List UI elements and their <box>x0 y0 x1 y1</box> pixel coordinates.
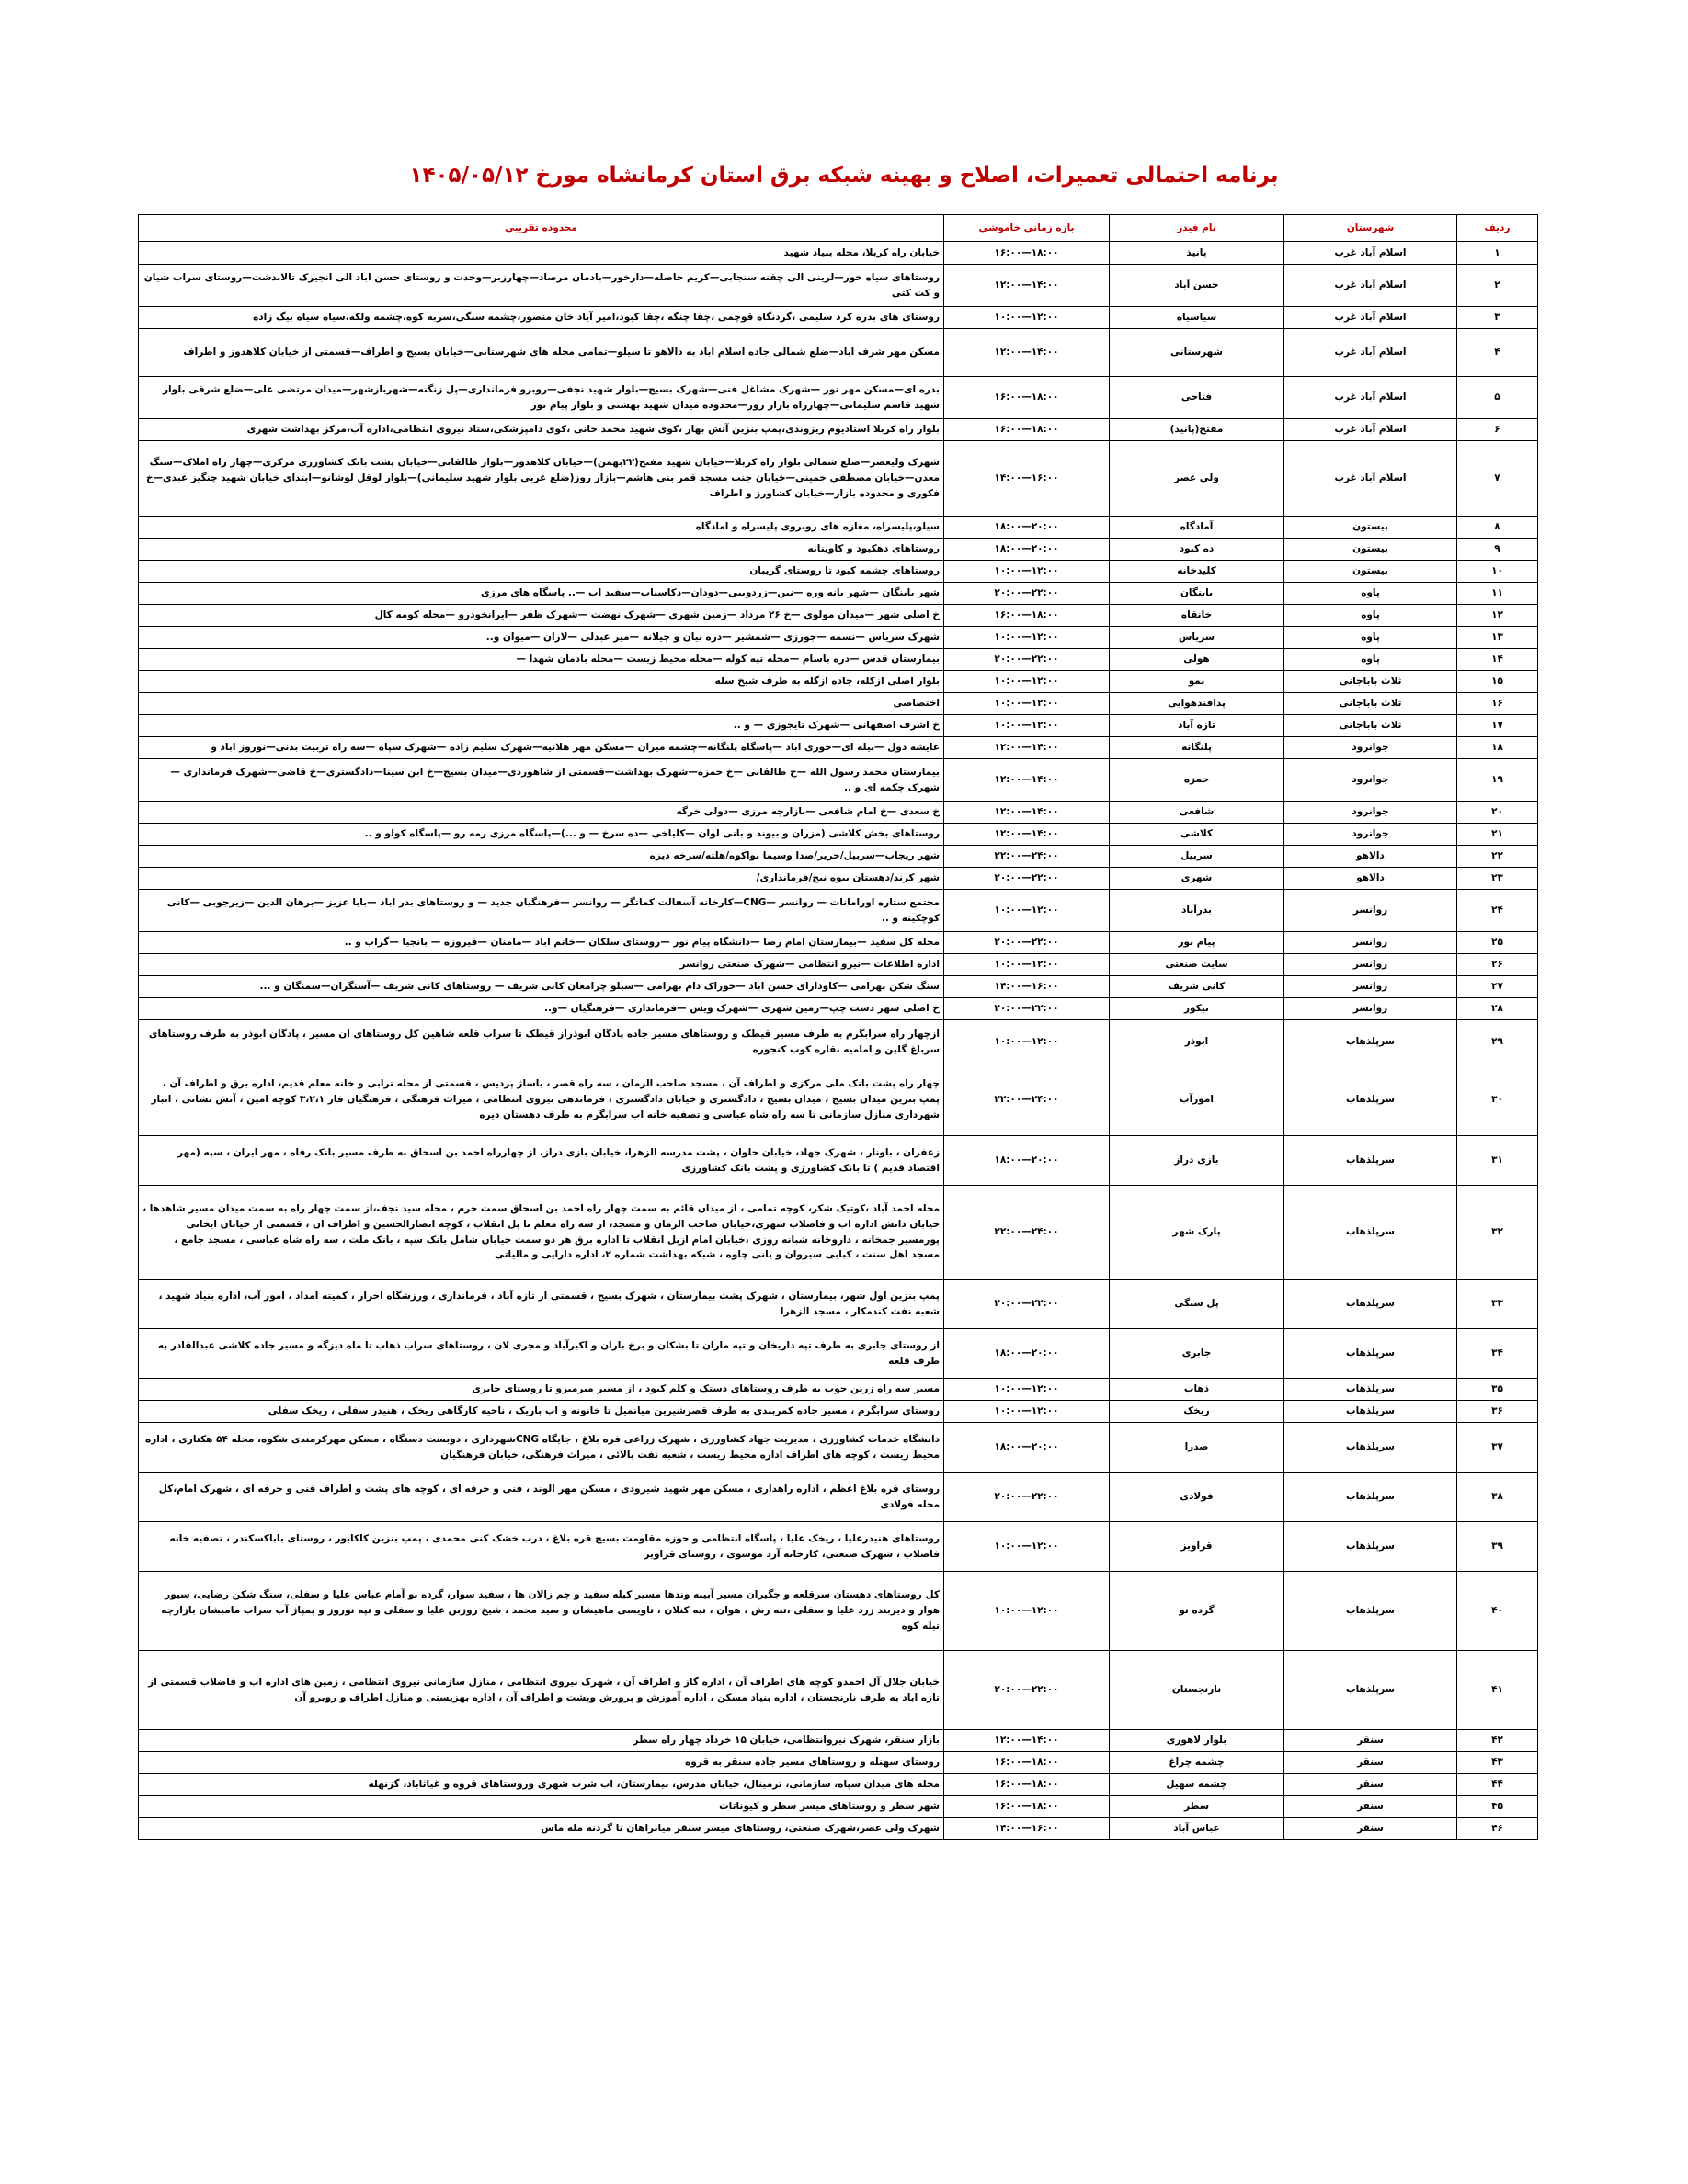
cell-time: ۲۰:۰۰—۲۲:۰۰ <box>944 868 1110 890</box>
cell-city: بیستون <box>1284 561 1457 583</box>
cell-feeder: حمزه <box>1110 759 1284 802</box>
cell-feeder: سریاس <box>1110 627 1284 649</box>
cell-feeder: چشمه سهیل <box>1110 1774 1284 1796</box>
table-row <box>139 1379 1538 1401</box>
cell-row-number: ۱۳ <box>1457 627 1538 649</box>
table-row <box>139 868 1538 890</box>
table-row <box>139 307 1538 329</box>
cell-city: اسلام آباد غرب <box>1284 329 1457 377</box>
cell-time: ۱۶:۰۰—۱۸:۰۰ <box>944 1796 1110 1818</box>
table-row <box>139 1329 1538 1379</box>
cell-area: خ اصلی شهر —میدان مولوی —خ ۲۶ مرداد —زمین شهری —شهرک نهضت —شهرک ظفر —ایرانخودرو —محله کومه کال <box>139 605 944 627</box>
cell-feeder: گرده نو <box>1110 1572 1284 1651</box>
table-row <box>139 627 1538 649</box>
cell-time: ۱۲:۰۰—۱۴:۰۰ <box>944 824 1110 846</box>
cell-row-number: ۲۸ <box>1457 998 1538 1020</box>
table-row <box>139 954 1538 976</box>
cell-row-number: ۳۵ <box>1457 1379 1538 1401</box>
cell-area: روستاهای بخش کلاشی (مزران و بیوند و بانی لوان —کلیاخی —ده سرخ — و ...)—پاسگاه مرزی رمه رو —پاسگاه کولو و .. <box>139 824 944 846</box>
cell-row-number: ۲۷ <box>1457 976 1538 998</box>
cell-row-number: ۳۹ <box>1457 1522 1538 1572</box>
table-row <box>139 605 1538 627</box>
cell-area: سنگ شکن بهرامی —کاودارای حسن اباد —خوراک دام بهرامی —سیلو چرامغان کانی شریف — روستاهای کانی شریف —آسنگران—سمنگان و ... <box>139 976 944 998</box>
cell-feeder: بمو <box>1110 671 1284 693</box>
cell-row-number: ۲۴ <box>1457 890 1538 932</box>
cell-row-number: ۹ <box>1457 539 1538 561</box>
table-row <box>139 517 1538 539</box>
cell-area: شهرک ولیعصر—ضلع شمالی بلوار راه کربلا—خیابان شهید مفتح(۲۲بهمن)—خیابان کلاهدوز—بلوار طالقانی—خیابان پشت بانک کشاورزی مرکزی—چهار راه املاک—سنگ معدن—خیابان مصطفی خمینی—خیابان جنب مسجد قمر بنی هاشم—بازار روز(ضلع غربی بلوار شهید سلیمانی)—بلوار لوقل لوشانو—ابتدای خیابان شهید چنگیز عبدی—خ فکوری و محدوده بازار—خیابان کشاورز و اطراف <box>139 441 944 517</box>
cell-city: سرپلذهاب <box>1284 1473 1457 1522</box>
cell-city: دالاهو <box>1284 846 1457 868</box>
cell-time: ۱۰:۰۰—۱۲:۰۰ <box>944 1572 1110 1651</box>
cell-area: از روستای جابری به طرف تپه داریخان و تپه ماران تا بشکان و برخ باران و اکبرآباد و مجری لان ، روستاهای سراب ذهاب تا ماه دیزگه و مسیر جاده کلاشی عبدالقادر به طرف قلعه <box>139 1329 944 1379</box>
cell-area: پمپ بنزین اول شهر، بیمارستان ، شهرک پشت بیمارستان ، شهرک بسیج ، قسمتی از تازه آباد ، فرمانداری ، ورزشگاه احرار ، کمیته امداد ، امور آب، اداره بنیاد شهید ، شعبه نفت کندمکار ، مسجد الزهرا <box>139 1280 944 1329</box>
cell-row-number: ۱۰ <box>1457 561 1538 583</box>
cell-time: ۱۸:۰۰—۲۰:۰۰ <box>944 1329 1110 1379</box>
cell-time: ۱۰:۰۰—۱۲:۰۰ <box>944 1379 1110 1401</box>
cell-area: مسکن مهر شرف اباد—ضلع شمالی جاده اسلام اباد به دالاهو تا سیلو—تمامی محله های شهرستانی—خیابان بسیج و اطراف—قسمتی از خیابان کلاهدوز و اطراف <box>139 329 944 377</box>
cell-area: بدره ای—مسکن مهر نور —شهرک مشاغل فنی—شهرک بسیج—بلوار شهید نجفی—روبرو فرمانداری—پل زنگنه—شهربازشهر—میدان مرتضی علی—ضلع شرقی بلوار شهید قاسم سلیمانی—چهارراه بازار روز—محدوده میدان شهید بهشتی و بلوار پیام نور <box>139 377 944 419</box>
cell-feeder: نارنجستان <box>1110 1651 1284 1730</box>
cell-feeder: مفتح(پانیذ) <box>1110 419 1284 441</box>
cell-time: ۱۶:۰۰—۱۸:۰۰ <box>944 419 1110 441</box>
cell-time: ۱۴:۰۰—۱۶:۰۰ <box>944 441 1110 517</box>
cell-row-number: ۳ <box>1457 307 1538 329</box>
cell-time: ۱۶:۰۰—۱۸:۰۰ <box>944 605 1110 627</box>
cell-city: روانسر <box>1284 998 1457 1020</box>
cell-row-number: ۱۴ <box>1457 649 1538 671</box>
cell-area: روستای سرابگرم ، مسیر جاده کمربندی به طرف قصرشیرین میانمیل تا خانونه و اب باریک ، ناحیه کارگاهی ریخک ، هنیدر سفلی ، ریخک سفلی <box>139 1401 944 1423</box>
table-row <box>139 1136 1538 1186</box>
outage-schedule-table <box>138 214 1538 1840</box>
cell-time: ۲۰:۰۰—۲۲:۰۰ <box>944 932 1110 954</box>
cell-city: روانسر <box>1284 890 1457 932</box>
cell-feeder: ده کبود <box>1110 539 1284 561</box>
cell-area: محله احمد آباد ،کوتیک شکر، کوچه تمامی ، از میدان قائم به سمت چهار راه احمد بن اسحاق سمت حرم ، محله سید نجف،از سمت چهار راه به سمت میدان مسیر شاهدها ، خیابان دانش اداره اب و فاضلاب شهری،خیابان صاحب الزمان و مسجد، از سه راه معلم تا پل انقلاب ، کوچه انصارالحسین و اطراف ان ، قسمتی از خیابان ایخانی پورمسیر جمخانه ، داروخانه شبانه روزی ،خیابان امام ازپل انقلاب تا اداره برق هر دو سمت خیابان شامل بانک سپه ، بانک ملت ، سه راه شاه عباسی ، مسجد جامع ، مسجد اهل سنت ، کبابی سیروان و بانی چاوه ، شبکه بهداشت شماره ۲، اداره دارایی و مالیاتی <box>139 1186 944 1280</box>
cell-row-number: ۴۶ <box>1457 1818 1538 1840</box>
cell-city: اسلام آباد غرب <box>1284 307 1457 329</box>
cell-row-number: ۲۹ <box>1457 1020 1538 1064</box>
table-header-row <box>139 215 1538 242</box>
cell-time: ۲۰:۰۰—۲۲:۰۰ <box>944 998 1110 1020</box>
cell-row-number: ۳۸ <box>1457 1473 1538 1522</box>
cell-time: ۱۰:۰۰—۱۲:۰۰ <box>944 954 1110 976</box>
cell-city: سرپلذهاب <box>1284 1064 1457 1136</box>
cell-city: سرپلذهاب <box>1284 1522 1457 1572</box>
cell-area: اختصاصی <box>139 693 944 715</box>
cell-city: سرپلذهاب <box>1284 1020 1457 1064</box>
table-row <box>139 1818 1538 1840</box>
cell-feeder: عباس آباد <box>1110 1818 1284 1840</box>
cell-time: ۲۲:۰۰—۲۴:۰۰ <box>944 846 1110 868</box>
cell-feeder: سایت صنعتی <box>1110 954 1284 976</box>
cell-row-number: ۳۴ <box>1457 1329 1538 1379</box>
cell-area: اداره اطلاعات —نیرو انتظامی —شهرک صنعتی روانسر <box>139 954 944 976</box>
cell-feeder: شهرستانی <box>1110 329 1284 377</box>
cell-time: ۲۰:۰۰—۲۲:۰۰ <box>944 649 1110 671</box>
cell-time: ۱۰:۰۰—۱۲:۰۰ <box>944 1522 1110 1572</box>
cell-time: ۱۸:۰۰—۲۰:۰۰ <box>944 517 1110 539</box>
cell-feeder: پلنگانه <box>1110 737 1284 759</box>
cell-time: ۱۴:۰۰—۱۶:۰۰ <box>944 976 1110 998</box>
cell-row-number: ۴۵ <box>1457 1796 1538 1818</box>
cell-time: ۱۲:۰۰—۱۴:۰۰ <box>944 759 1110 802</box>
header-time: بازه زمانی خاموشی <box>944 215 1110 242</box>
cell-feeder: تازه آباد <box>1110 715 1284 737</box>
cell-city: جوانرود <box>1284 802 1457 824</box>
table-row <box>139 802 1538 824</box>
table-row <box>139 561 1538 583</box>
cell-row-number: ۴۰ <box>1457 1572 1538 1651</box>
cell-area: خیابان راه کربلا، محله بنیاد شهید <box>139 242 944 265</box>
cell-city: سرپلذهاب <box>1284 1280 1457 1329</box>
cell-feeder: ذهاب <box>1110 1379 1284 1401</box>
cell-time: ۲۰:۰۰—۲۲:۰۰ <box>944 583 1110 605</box>
table-row <box>139 242 1538 265</box>
cell-time: ۲۰:۰۰—۲۲:۰۰ <box>944 1651 1110 1730</box>
cell-row-number: ۱۶ <box>1457 693 1538 715</box>
cell-feeder: نیکور <box>1110 998 1284 1020</box>
cell-row-number: ۱ <box>1457 242 1538 265</box>
cell-time: ۲۰:۰۰—۲۲:۰۰ <box>944 1280 1110 1329</box>
cell-city: پاوه <box>1284 649 1457 671</box>
table-row <box>139 1423 1538 1473</box>
table-row <box>139 1064 1538 1136</box>
cell-area: دانشگاه خدمات کشاورزی ، مدیریت جهاد کشاورزی ، شهرک زراعی فره بلاغ ، جایگاه CNGشهرداری ، دوبست دستگاه ، مسکن مهرکرمندی شکوه، محله ۵۴ هکتاری ، اداره محیط زیست ، کوچه های اطراف اداره محیط زیست ، شعبه نفت بالائی ، میراث فرهنگی، خیابان فرهنگیان <box>139 1423 944 1473</box>
cell-time: ۱۸:۰۰—۲۰:۰۰ <box>944 539 1110 561</box>
table-row <box>139 265 1538 307</box>
cell-time: ۱۸:۰۰—۲۰:۰۰ <box>944 1423 1110 1473</box>
table-row <box>139 715 1538 737</box>
cell-city: سنقر <box>1284 1818 1457 1840</box>
cell-area: شهرک سریاس —نسمه —جورزی —شمشیر —دره بیان و چیلانه —میر عبدلی —لاران —میوان و.. <box>139 627 944 649</box>
cell-time: ۱۰:۰۰—۱۲:۰۰ <box>944 561 1110 583</box>
cell-feeder: خانقاه <box>1110 605 1284 627</box>
cell-area: روستای قره بلاغ اعظم ، اداره راهداری ، مسکن مهر شهید شیرودی ، مسکن مهر الوند ، فنی و حرفه ای ، کوچه های پشت و اطراف فنی و حرفه ای ، شهرک امام،کل محله فولادی <box>139 1473 944 1522</box>
cell-area: روستاهای چشمه کبود تا روستای گریبان <box>139 561 944 583</box>
cell-area: خیابان جلال آل احمدو کوچه های اطراف آن ، اداره گاز و اطراف آن ، شهرک نیروی انتظامی ، منازل سازمانی نیروی انتظامی ، زمین های اداره اب و فاضلاب قسمتی از تازه اباد به طرف نارنجستان ، اداره بنیاد مسکن ، اداره آموزش و پرورش وپشت و اطراف آن ، اداره بهزیستی و منازل اطراف و روبرو آن <box>139 1651 944 1730</box>
cell-city: ثلاث باباجانی <box>1284 671 1457 693</box>
cell-city: سنقر <box>1284 1752 1457 1774</box>
cell-feeder: ولی عصر <box>1110 441 1284 517</box>
cell-time: ۱۲:۰۰—۱۴:۰۰ <box>944 1730 1110 1752</box>
cell-feeder: آمادگاه <box>1110 517 1284 539</box>
table-row <box>139 377 1538 419</box>
cell-area: مجتمع ستاره اورامانات — روانسر —CNG—کارخانه آسفالت کماتگر — روانسر —فرهنگیان جدید — و روستاهای بدر اباد —بابا عزیز —برهان الدین —زیرجوبی —کانی کوچکینه و .. <box>139 890 944 932</box>
cell-time: ۱۶:۰۰—۱۸:۰۰ <box>944 377 1110 419</box>
cell-area: کل روستاهای دهستان سرقلعه و جگیران مسیر آبینه وندها مسیر کبله سفید و چم زالان ها ، سفید سوار، گرده نو آمام عباس علیا و سفلی، سنگ شکن رضایی، سیور هوار و دیربند زرد علیا و سفلی ،تبه رش ، هوان ، تبه کنلان ، تاویسی ماهیشان و سید محمد ، شیخ روزبن علیا و سفلی و تپه نوروز و پمپاژ آب سراب مامیشان بازارچه تیله کوه <box>139 1572 944 1651</box>
cell-area: عایشه دول —بیله ای—حوری اباد —پاسگاه پلنگانه—چشمه میران —مسکن مهر هلانیه—شهرک سلیم زاده —شهرک سپاه —سه راه تربیت بدنی—نوروز اباد و <box>139 737 944 759</box>
cell-feeder: سطر <box>1110 1796 1284 1818</box>
cell-area: بیمارستان محمد رسول الله —خ طالقانی —خ حمزه—شهرک بهداشت—قسمتی از شاهوردی—میدان بسیج—خ ابن سینا—دادگستری—خ قاضی—شهرک فرمانداری —شهرک چکمه ای و .. <box>139 759 944 802</box>
cell-row-number: ۴۳ <box>1457 1752 1538 1774</box>
table-row <box>139 759 1538 802</box>
cell-city: بیستون <box>1284 539 1457 561</box>
cell-area: بیمارستان قدس —دره باسام —محله تپه کوله —محله محیط زیست —محله بادمان شهدا — <box>139 649 944 671</box>
cell-row-number: ۸ <box>1457 517 1538 539</box>
table-row <box>139 1774 1538 1796</box>
table-row <box>139 1401 1538 1423</box>
cell-area: خ اشرف اصفهانی —شهرک تایجوزی — و .. <box>139 715 944 737</box>
cell-time: ۱۰:۰۰—۱۲:۰۰ <box>944 307 1110 329</box>
header-area: محدوده تقریبی <box>139 215 944 242</box>
cell-row-number: ۱۹ <box>1457 759 1538 802</box>
table-row <box>139 824 1538 846</box>
cell-time: ۱۰:۰۰—۱۲:۰۰ <box>944 1401 1110 1423</box>
cell-time: ۱۲:۰۰—۱۴:۰۰ <box>944 737 1110 759</box>
cell-time: ۱۰:۰۰—۱۲:۰۰ <box>944 627 1110 649</box>
table-row <box>139 1522 1538 1572</box>
table-row <box>139 1473 1538 1522</box>
cell-feeder: بازی دراز <box>1110 1136 1284 1186</box>
cell-row-number: ۳۱ <box>1457 1136 1538 1186</box>
cell-feeder: بدرآباد <box>1110 890 1284 932</box>
cell-city: سرپلذهاب <box>1284 1423 1457 1473</box>
cell-time: ۱۰:۰۰—۱۲:۰۰ <box>944 715 1110 737</box>
cell-city: اسلام آباد غرب <box>1284 441 1457 517</box>
cell-feeder: پدافندهوایی <box>1110 693 1284 715</box>
cell-feeder: جابری <box>1110 1329 1284 1379</box>
table-row <box>139 1796 1538 1818</box>
cell-time: ۱۴:۰۰—۱۶:۰۰ <box>944 1818 1110 1840</box>
cell-area: روستای سهنله و روستاهای مسیر جاده سنقر به قروه <box>139 1752 944 1774</box>
cell-city: بیستون <box>1284 517 1457 539</box>
cell-city: اسلام آباد غرب <box>1284 265 1457 307</box>
cell-feeder: کانی شریف <box>1110 976 1284 998</box>
header-city: شهرستان <box>1284 215 1457 242</box>
cell-area: روستای های بدره کرد سلیمی ،گردنگاه قوچمی ،چقا چنگه ،چقا کبود،امیر آباد خان منصور،چشمه سنگی،سربه کوه،چشمه ولکه،سیاه سیاه بیگ زاده <box>139 307 944 329</box>
cell-feeder: شافعی <box>1110 802 1284 824</box>
cell-area: زعفران ، باونار ، شهرک جهاد، خیابان حلوان ، پشت مدرسه الزهرا، خیابان بازی دراز، از چهارراه احمد بن اسحاق به طرف مسیر بانک رفاه ، مهر ایران ، سپه (مهر اقتصاد قدیم ) تا بانک کشاورزی و پشت بانک کشاورزی <box>139 1136 944 1186</box>
cell-time: ۱۰:۰۰—۱۲:۰۰ <box>944 1020 1110 1064</box>
cell-time: ۱۶:۰۰—۱۸:۰۰ <box>944 1774 1110 1796</box>
cell-row-number: ۲۶ <box>1457 954 1538 976</box>
table-row <box>139 846 1538 868</box>
cell-area: محله کل سفید —بیمارستان امام رضا —دانشگاه پیام نور —روستای سلکان —خانم اباد —مامنان —فیروزه — بانجیا —گراب و .. <box>139 932 944 954</box>
cell-row-number: ۳۷ <box>1457 1423 1538 1473</box>
cell-area: شهر بابنگان —شهر بانه وره —نین—زردوییی—دودان—دکاسیاب—سفید اب —.. پاسگاه های مرزی <box>139 583 944 605</box>
cell-city: پاوه <box>1284 627 1457 649</box>
table-row <box>139 441 1538 517</box>
cell-city: جوانرود <box>1284 824 1457 846</box>
table-row <box>139 998 1538 1020</box>
table-body <box>139 242 1538 1840</box>
cell-time: ۱۶:۰۰—۱۸:۰۰ <box>944 1752 1110 1774</box>
table-row <box>139 693 1538 715</box>
cell-area: بلوار اصلی ازکله، جاده ازگله به طرف شیخ سله <box>139 671 944 693</box>
cell-time: ۱۰:۰۰—۱۲:۰۰ <box>944 693 1110 715</box>
cell-row-number: ۲ <box>1457 265 1538 307</box>
cell-row-number: ۱۲ <box>1457 605 1538 627</box>
cell-feeder: پارک شهر <box>1110 1186 1284 1280</box>
cell-time: ۱۶:۰۰—۱۸:۰۰ <box>944 242 1110 265</box>
cell-area: شهر کرند/دهستان بیوه نیج/فرمانداری/ <box>139 868 944 890</box>
cell-city: جوانرود <box>1284 737 1457 759</box>
cell-area: بلوار راه کربلا استادیوم ریزوندی،پمپ بنزین آتش بهار ،کوی شهید محمد خانی ،کوی دامپزشکی،ستاد نیروی انتظامی،اداره آب،مرکز بهداشت شهری <box>139 419 944 441</box>
cell-feeder: پانیذ <box>1110 242 1284 265</box>
cell-row-number: ۳۰ <box>1457 1064 1538 1136</box>
cell-area: روستاهای سیاه خور—لرینی الی چقنه سنجابی—کریم حاصله—دارخور—بادمان مرصاد—چهارزبر—وحدت و روستای حسن اباد الی انجیرک تالاندشت—روستای سراب شیان و کت کتی <box>139 265 944 307</box>
cell-time: ۱۲:۰۰—۱۴:۰۰ <box>944 802 1110 824</box>
cell-row-number: ۲۲ <box>1457 846 1538 868</box>
cell-feeder: پل سنگی <box>1110 1280 1284 1329</box>
cell-row-number: ۵ <box>1457 377 1538 419</box>
cell-time: ۱۰:۰۰—۱۲:۰۰ <box>944 890 1110 932</box>
cell-row-number: ۳۳ <box>1457 1280 1538 1329</box>
cell-city: روانسر <box>1284 976 1457 998</box>
cell-time: ۱۰:۰۰—۱۲:۰۰ <box>944 671 1110 693</box>
cell-city: اسلام آباد غرب <box>1284 377 1457 419</box>
cell-city: پاوه <box>1284 605 1457 627</box>
table-row <box>139 976 1538 998</box>
cell-city: جوانرود <box>1284 759 1457 802</box>
cell-city: دالاهو <box>1284 868 1457 890</box>
cell-area: چهار راه پشت بانک ملی مرکزی و اطراف آن ، مسجد صاحب الزمان ، سه راه قصر ، باساژ پردیس ، قسمتی از محله ترابی و خانه معلم قدیم، اداره برق و اطراف آن ، پمپ بنزین میدان بسیج ، میدان بسیج ، دادگستری و خیابان دادگستری ، فرماندهی نیروی انتظامی ، میراث فرهنگی ، فرهنگیان فاز ۳،۲،۱ کوچه امین ، آتش نشانی ، انبار شهرداری منازل سازمانی تا سه راه شاه عباسی و تصفیه خانه اب سرابگرم به طرف دهستان دیره <box>139 1064 944 1136</box>
cell-area: شهر سطر و روستاهای میسر سطر و کیوناتات <box>139 1796 944 1818</box>
table-row <box>139 1020 1538 1064</box>
table-row <box>139 932 1538 954</box>
cell-city: سرپلذهاب <box>1284 1186 1457 1280</box>
cell-area: ازچهار راه سرابگرم به طرف مسیر قیطک و روستاهای مسیر جاده پادگان ابوذراز قیطک تا سراب قلعه شاهین کل روستاهای ان مسیر ، پادگان ابوذر به طرف روستاهای سرباغ گلین و امامیه نقاره کوب کنجوره <box>139 1020 944 1064</box>
cell-row-number: ۳۲ <box>1457 1186 1538 1280</box>
cell-row-number: ۴ <box>1457 329 1538 377</box>
table-row <box>139 583 1538 605</box>
header-row-number: ردیف <box>1457 215 1538 242</box>
table-row <box>139 649 1538 671</box>
page-title: برنامه احتمالی تعمیرات، اصلاح و بهینه شبکه برق استان کرمانشاه مورخ ۱۴۰۵/۰۵/۱۲ <box>409 164 1279 188</box>
cell-city: پاوه <box>1284 583 1457 605</box>
cell-time: ۱۲:۰۰—۱۴:۰۰ <box>944 265 1110 307</box>
cell-feeder: هولی <box>1110 649 1284 671</box>
cell-feeder: چشمه چراغ <box>1110 1752 1284 1774</box>
table-row <box>139 1752 1538 1774</box>
cell-time: ۲۲:۰۰—۲۴:۰۰ <box>944 1064 1110 1136</box>
cell-time: ۱۲:۰۰—۱۴:۰۰ <box>944 329 1110 377</box>
table-row <box>139 737 1538 759</box>
cell-feeder: حسن آباد <box>1110 265 1284 307</box>
cell-city: سرپلذهاب <box>1284 1136 1457 1186</box>
cell-row-number: ۱۵ <box>1457 671 1538 693</box>
cell-feeder: شهری <box>1110 868 1284 890</box>
table-row <box>139 1651 1538 1730</box>
cell-city: ثلاث باباجانی <box>1284 693 1457 715</box>
cell-city: روانسر <box>1284 954 1457 976</box>
table-row <box>139 1280 1538 1329</box>
table-row <box>139 1186 1538 1280</box>
cell-feeder: امورآب <box>1110 1064 1284 1136</box>
cell-feeder: ابوذر <box>1110 1020 1284 1064</box>
cell-city: ثلاث باباجانی <box>1284 715 1457 737</box>
cell-city: سنقر <box>1284 1774 1457 1796</box>
table-row <box>139 890 1538 932</box>
cell-row-number: ۴۱ <box>1457 1651 1538 1730</box>
cell-area: شهر ریجاب—سربیل/حریر/صدا وسیما نواکوه/هلته/سرخه دیزه <box>139 846 944 868</box>
cell-area: بازار سنقر، شهرک نیروانتظامی، خیابان ۱۵ خرداد چهار راه سطر <box>139 1730 944 1752</box>
table-row <box>139 1730 1538 1752</box>
cell-area: محله های میدان سپاه، سازمانی، ترمینال، خیابان مدرس، بیمارستان، اب شرب شهری وروستاهای قروه و غیاثاباد، گزنهله <box>139 1774 944 1796</box>
cell-feeder: فولادی <box>1110 1473 1284 1522</box>
cell-city: سرپلذهاب <box>1284 1651 1457 1730</box>
cell-feeder: صدرا <box>1110 1423 1284 1473</box>
cell-time: ۲۰:۰۰—۲۲:۰۰ <box>944 1473 1110 1522</box>
cell-row-number: ۲۵ <box>1457 932 1538 954</box>
cell-area: روستاهای دهکبود و کاوینانه <box>139 539 944 561</box>
cell-row-number: ۷ <box>1457 441 1538 517</box>
table-row <box>139 539 1538 561</box>
cell-feeder: فتاحی <box>1110 377 1284 419</box>
cell-feeder: بلوار لاهوری <box>1110 1730 1284 1752</box>
cell-city: سرپلذهاب <box>1284 1329 1457 1379</box>
cell-row-number: ۲۰ <box>1457 802 1538 824</box>
cell-area: سیلو،پلیسراه، مغازه های روبروی پلیسراه و امادگاه <box>139 517 944 539</box>
cell-city: سرپلذهاب <box>1284 1401 1457 1423</box>
cell-time: ۲۲:۰۰—۲۴:۰۰ <box>944 1186 1110 1280</box>
cell-feeder: سربیل <box>1110 846 1284 868</box>
cell-row-number: ۱۷ <box>1457 715 1538 737</box>
cell-row-number: ۱۱ <box>1457 583 1538 605</box>
cell-feeder: قراویز <box>1110 1522 1284 1572</box>
cell-feeder: بابنگان <box>1110 583 1284 605</box>
cell-city: روانسر <box>1284 932 1457 954</box>
cell-row-number: ۱۸ <box>1457 737 1538 759</box>
table-row <box>139 1572 1538 1651</box>
cell-feeder: ریخک <box>1110 1401 1284 1423</box>
cell-row-number: ۶ <box>1457 419 1538 441</box>
cell-row-number: ۴۲ <box>1457 1730 1538 1752</box>
cell-city: سرپلذهاب <box>1284 1572 1457 1651</box>
cell-area: مسیر سه راه زرین جوب به طرف روستاهای دستک و کلم کبود ، از مسیر میرمیرو تا روستای جابری <box>139 1379 944 1401</box>
cell-row-number: ۲۳ <box>1457 868 1538 890</box>
cell-area: خ اصلی شهر دست چپ—زمین شهری —شهرک ویس —فرمانداری —فرهنگیان —و.. <box>139 998 944 1020</box>
cell-row-number: ۴۴ <box>1457 1774 1538 1796</box>
table-row <box>139 419 1538 441</box>
cell-city: اسلام آباد غرب <box>1284 242 1457 265</box>
cell-area: خ سعدی —خ امام شافعی —بازارچه مرزی —دولی خرگه <box>139 802 944 824</box>
cell-city: اسلام آباد غرب <box>1284 419 1457 441</box>
cell-city: سنقر <box>1284 1730 1457 1752</box>
cell-feeder: کلاشی <box>1110 824 1284 846</box>
cell-row-number: ۲۱ <box>1457 824 1538 846</box>
cell-area: شهرک ولی عصر،شهرک صنعتی، روستاهای میسر سنقر میانراهان تا گردنه مله ماس <box>139 1818 944 1840</box>
cell-row-number: ۳۶ <box>1457 1401 1538 1423</box>
cell-feeder: کلیدخانه <box>1110 561 1284 583</box>
cell-city: سرپلذهاب <box>1284 1379 1457 1401</box>
cell-time: ۱۸:۰۰—۲۰:۰۰ <box>944 1136 1110 1186</box>
cell-feeder: سیاسیاه <box>1110 307 1284 329</box>
cell-city: سنقر <box>1284 1796 1457 1818</box>
cell-area: روستاهای هنیدرعلیا ، ریخک علیا ، پاسگاه انتظامی و حوزه مقاومت بسیج قره بلاغ ، درب خشک کنی محمدی ، پمپ بنزین کاکابور ، روستای باباکسکندر ، تصفیه خانه فاضلاب ، شهرک صنعتی، کارخانه آرد موسوی ، روستای قراویز <box>139 1522 944 1572</box>
cell-feeder: پیام نور <box>1110 932 1284 954</box>
table-row <box>139 329 1538 377</box>
header-feeder: نام فیدر <box>1110 215 1284 242</box>
table-row <box>139 671 1538 693</box>
